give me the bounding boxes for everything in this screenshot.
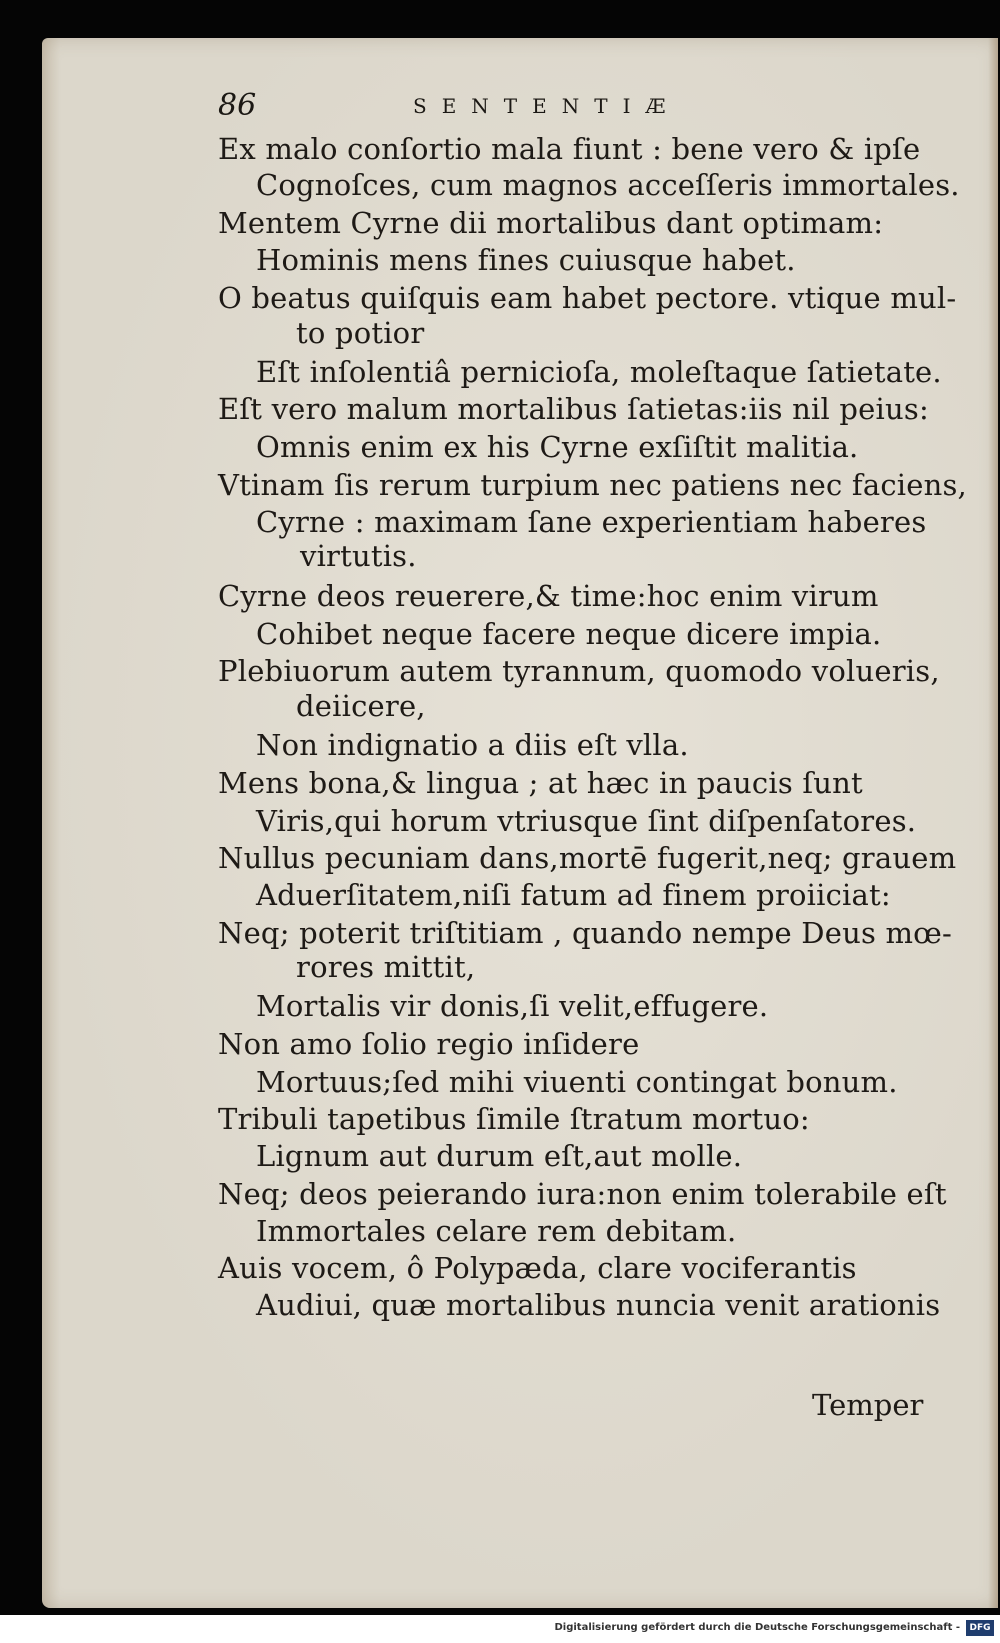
text-line: deiicere, [296, 689, 426, 723]
text-line: Cyrne deos reuerere,& time:hoc enim virum [218, 579, 879, 613]
text-line: Neq; deos peierando iura:non enim tolerabile eſt [218, 1177, 947, 1211]
text-line: Mortalis vir donis,ſi velit,effugere. [256, 989, 769, 1023]
text-line: to potior [296, 316, 425, 350]
text-line: Non indignatio a diis eſt vlla. [256, 728, 689, 762]
text-line: Tribuli tapetibus ſimile ſtratum mortuo: [218, 1102, 810, 1136]
text-line: virtutis. [300, 539, 417, 573]
text-line: Neq; poterit triſtitiam , quando nempe Deus mœ- [218, 916, 953, 950]
text-line: Immortales celare rem debitam. [256, 1214, 737, 1248]
text-line: Ex malo conſortio mala fiunt : bene vero & ipſe [218, 132, 921, 166]
text-line: Lignum aut durum eſt,aut molle. [256, 1139, 743, 1173]
text-line: Hominis mens fines cuiusque habet. [256, 243, 796, 277]
footer-bar [0, 1615, 1000, 1643]
text-line: Mentem Cyrne dii mortalibus dant optimam: [218, 206, 884, 240]
text-line: Plebiuorum autem tyrannum, quomodo volueris, [218, 654, 940, 688]
text-line: Auis vocem, ô Polypæda, clare vociferantis [218, 1251, 857, 1285]
text-line: Aduerſitatem,niſi fatum ad finem proiiciat: [256, 878, 891, 912]
running-title: SENTENTIÆ [413, 94, 681, 118]
text-line: Eſt vero malum mortalibus ſatietas:iis nil peius: [218, 392, 929, 426]
page-edge [988, 38, 998, 1608]
funding-credit: Digitalisierung gefördert durch die Deutsche Forschungsgemeinschaft - [554, 1622, 960, 1633]
text-line: Cohibet neque facere neque dicere impia. [256, 617, 882, 651]
catchword: Temper [812, 1388, 924, 1422]
text-line: Mortuus;ſed mihi viuenti contingat bonum. [256, 1065, 898, 1099]
page-header [218, 88, 758, 124]
text-line: Eſt inſolentiâ pernicioſa, moleſtaque ſatietate. [256, 355, 942, 389]
text-line: Cognoſces, cum magnos acceſſeris immortales. [256, 168, 960, 202]
text-line: Omnis enim ex his Cyrne exſiſtit malitia. [256, 430, 859, 464]
dfg-logo: DFG [966, 1620, 994, 1636]
text-line: Non amo ſolio regio inſidere [218, 1027, 640, 1061]
text-line: rores mittit, [296, 950, 476, 984]
text-line: Vtinam ſis rerum turpium nec patiens nec faciens, [218, 468, 967, 502]
text-line: Viris,qui horum vtriusque ſint diſpenſatores. [256, 804, 917, 838]
page-number: 86 [218, 88, 257, 123]
text-line: O beatus quiſquis eam habet pectore. vtique mul- [218, 281, 957, 315]
text-line: Mens bona,& lingua ; at hæc in paucis ſunt [218, 766, 863, 800]
text-line: Audiui, quæ mortalibus nuncia venit arationis [256, 1288, 941, 1322]
text-line: Cyrne : maximam ſane experientiam haberes [256, 505, 927, 539]
text-line: Nullus pecuniam dans,mortē fugerit,neq; grauem [218, 841, 957, 875]
